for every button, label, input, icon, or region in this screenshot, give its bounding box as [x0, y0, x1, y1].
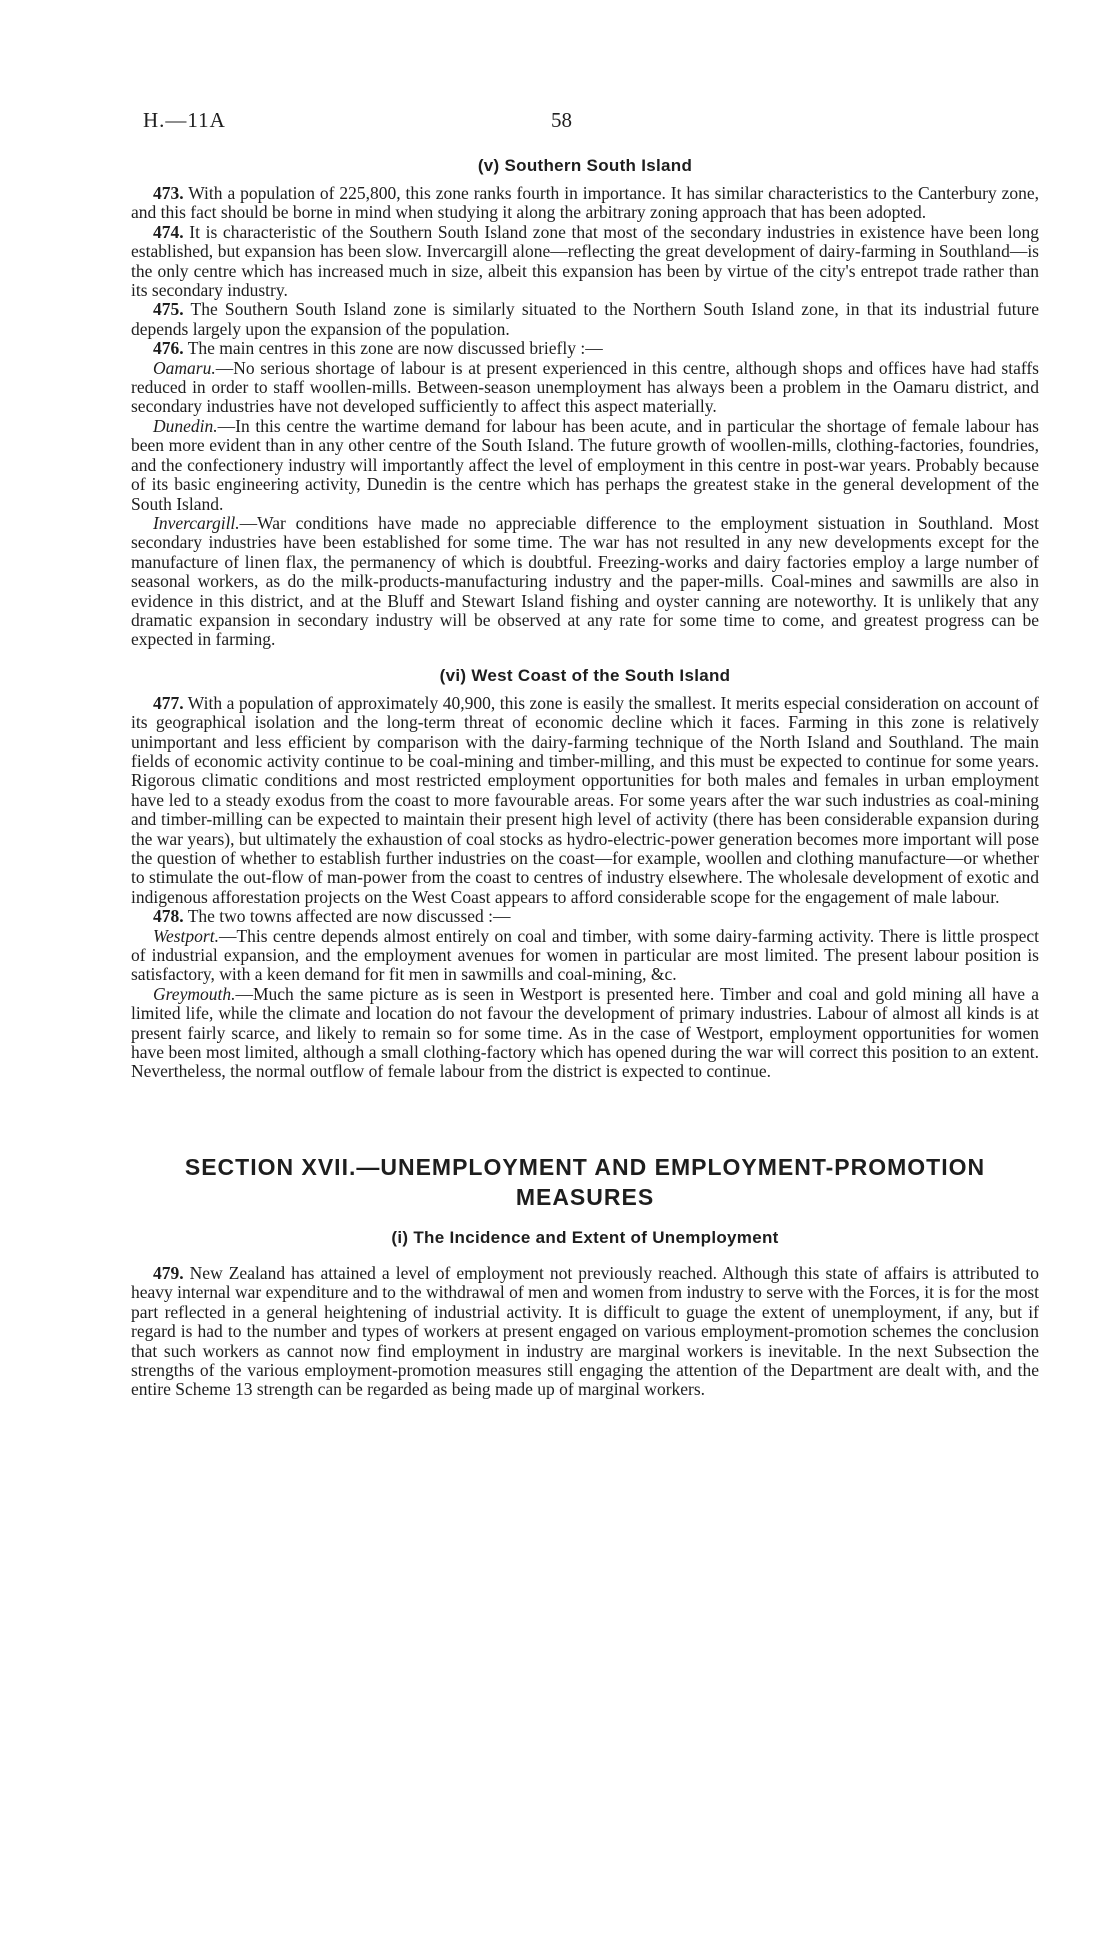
town-name: Greymouth. — [153, 983, 236, 1004]
paragraph-number: 473. — [153, 183, 184, 203]
centre-text: —No serious shortage of labour is at present experienced in this centre, although shops and offices have had staffs reduced in order to staff woollen-mills. Between-season unemployment has always been a problem in the Oamaru district, and secondary industries have not developed sufficiently to affect this aspect materially. — [131, 357, 1039, 417]
heading-west-coast: (vi) West Coast of the South Island — [439, 665, 731, 685]
section-title-line-1: SECTION XVII.—UNEMPLOYMENT AND EMPLOYMENT-PROMOTION — [184, 1153, 986, 1180]
centre-text: —In this centre the wartime demand for labour has been acute, and in particular the shortage of female labour has been more evident than in any other centre of the South Island. The future growth of woollen-mills, clothing-factories, foundries, and the confectionery industry will importantly affect the level of employment in this centre in post-war years. Probably because of its basic engineering activity, Dunedin is the centre which has perhaps the greatest stake in the general development of the South Island. — [131, 415, 1039, 514]
section-title — [131, 1152, 1039, 1212]
paragraph-474 — [131, 223, 1039, 301]
running-header — [143, 108, 1083, 132]
town-name: Westport. — [153, 925, 219, 946]
paragraph-476 — [131, 339, 1039, 358]
paragraph-479 — [131, 1264, 1039, 1400]
paragraph-number: 477. — [153, 692, 184, 713]
centre-oamaru — [131, 359, 1039, 417]
centre-dunedin — [131, 417, 1039, 514]
centre-name: Dunedin. — [153, 415, 218, 436]
section-title-line-2: MEASURES — [515, 1183, 655, 1210]
paragraph-number: 479. — [153, 1262, 184, 1283]
paragraph-text: The Southern South Island zone is similarly situated to the Northern South Island zone, in that its industrial future depends largely upon the expansion of the population. — [131, 299, 1039, 339]
paragraph-text: It is characteristic of the Southern South Island zone that most of the secondary industries in existence have been long established, but expansion has been slow. Invercargill alone—reflecting the great development of dairy-farming in Southland—is the only centre which has increased much in size, albeit this expansion has been by virtue of the city's entrepot trade rather than its secondary industry. — [131, 221, 1040, 301]
heading-southern-south-island: (v) Southern South Island — [477, 156, 693, 175]
centre-name: Oamaru. — [153, 357, 216, 378]
page-body — [131, 154, 1039, 1400]
paragraph-text: The two towns affected are now discussed :— — [187, 906, 511, 927]
paragraph-473 — [131, 184, 1039, 223]
paragraph-475 — [131, 300, 1039, 339]
town-greymouth — [131, 985, 1039, 1082]
heading-incidence-unemployment: (i) The Incidence and Extent of Unemployment — [391, 1227, 779, 1247]
paragraph-number: 474. — [153, 221, 184, 242]
centre-name: Invercargill. — [153, 512, 240, 533]
paragraph-number: 475. — [153, 299, 184, 320]
document-reference: H.—11A — [143, 108, 226, 132]
town-text: —This centre depends almost entirely on coal and timber, with some dairy-farming activity. There is little prospect of industrial expansion, and the employment avenues for women in particular are most limited. The present labour position is satisfactory, with a keen demand for fit men in sawmills and coal-mining, &c. — [131, 925, 1039, 985]
town-text: —Much the same picture as is seen in Westport is presented here. Timber and coal and gold mining all have a limited life, while the climate and location do not favour the development of primary industries. Labour of almost all kinds is at present fairly scarce, and likely to remain so for some time. As in the case of Westport, employment opportunities for women have been most limited, although a small clothing-factory which has opened during the war will correct this position to an extent. Nevertheless, the normal outflow of female labour from the district is expected to continue. — [131, 983, 1039, 1082]
paragraph-478 — [131, 907, 1039, 926]
paragraph-477 — [131, 694, 1039, 907]
centre-invercargill — [131, 514, 1039, 650]
paragraph-number: 476. — [153, 338, 184, 359]
paragraph-text: With a population of 225,800, this zone ranks fourth in importance. It has similar characteristics to the Canterbury zone, and this fact should be borne in mind when studying it along the arbitrary zoning approach that has been adopted. — [131, 183, 1039, 223]
centre-text: —War conditions have made no appreciable difference to the employment sistuation in Southland. Most secondary industries have been established for some time. The war has not resulted in any new developments except for the manufacture of linen flax, the permanency of which is doubtful. Freezing-works and dairy factories employ a large number of seasonal workers, as do the milk-products-manufacturing industry and the paper-mills. Coal-mines and sawmills are also in evidence in this district, and at the Bluff and Stewart Island fishing and oyster canning are noteworthy. It is unlikely that any dramatic expansion in secondary industry will be observed at any rate for some time to come, and greatest progress can be expected in farming. — [131, 512, 1039, 650]
paragraph-text: The main centres in this zone are now discussed briefly :— — [187, 338, 603, 359]
paragraph-text: With a population of approximately 40,900, this zone is easily the smallest. It merits especial consideration on account of its geographical isolation and the long-term threat of economic decline which it faces. Farming in this zone is relatively unimportant and less efficient by comparison with the dairy-farming technique of the North Island and Southland. The main fields of economic activity continue to be coal-mining and timber-milling, and this must be expected to continue for some years. Rigorous climatic conditions and most restricted employment opportunities for both males and females in urban employment have led to a steady exodus from the coast to more favourable areas. For some years after the war such industries as coal-mining and timber-milling can be expected to maintain their present high level of activity (there has been considerable expansion during the war years), but ultimately the exhaustion of coal stocks as hydro-electric-power generation becomes more important will pose the question of whether to establish further industries on the coast—for example, woollen and clothing manufacture—or whether to stimulate the out-flow of man-power from the coast to centres of industry elsewhere. The wholesale development of exotic and indigenous afforestation projects on the West Coast appears to afford considerable scope for the engagement of male labour. — [131, 692, 1039, 907]
paragraph-text: New Zealand has attained a level of employment not previously reached. Although this state of affairs is attributed to heavy internal war expenditure and to the withdrawal of men and women from industry to serve with the Forces, it is for the most part reflected in a general heightening of industrial activity. It is difficult to guage the extent of unemployment, if any, but if regard is had to the number and types of workers at present engaged on various employment-promotion schemes the conclusion that such workers as cannot now find employment in industry are marginal workers is inevitable. In the next Subsection the strengths of the various employment-promotion measures still engaging the attention of the Department are dealt with, and the entire Scheme 13 strength can be regarded as being made up of marginal workers. — [131, 1262, 1040, 1400]
page-number: 58 — [551, 108, 572, 132]
town-westport — [131, 927, 1039, 985]
paragraph-number: 478. — [153, 906, 184, 927]
